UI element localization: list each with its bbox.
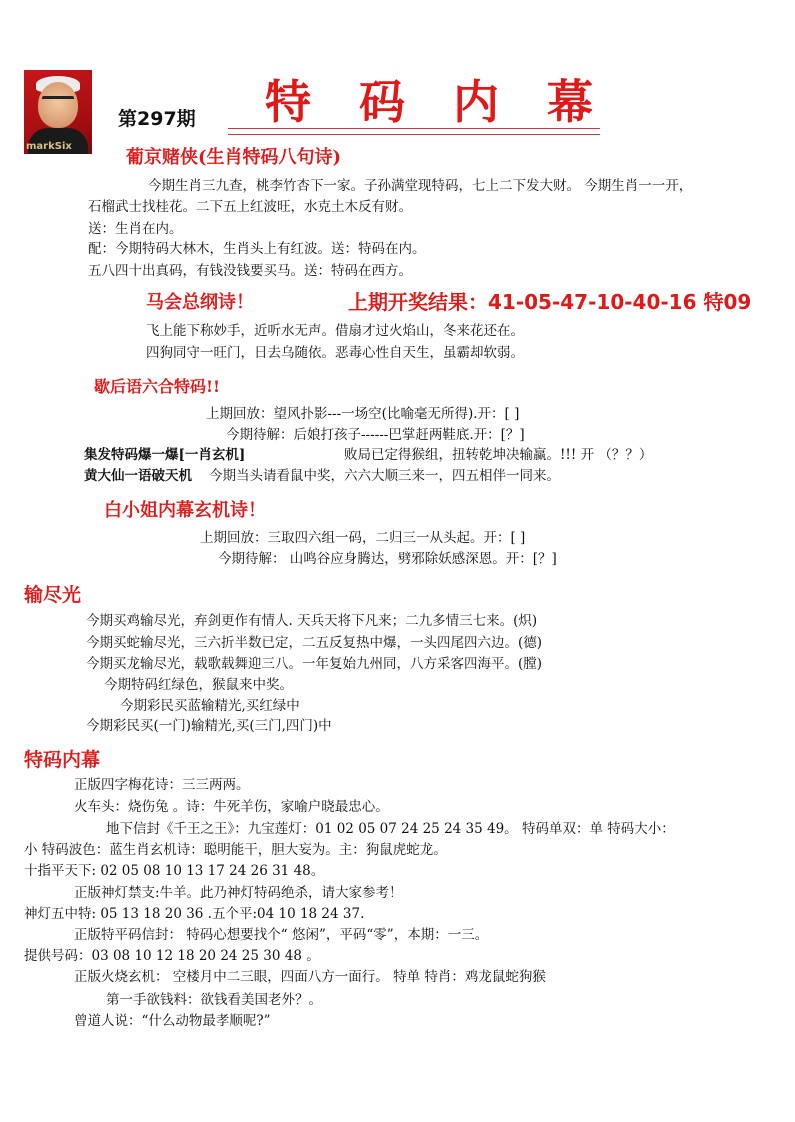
text-line: 提供号码：03 08 10 12 18 20 24 25 30 48 。: [24, 948, 320, 964]
huang-label: 黄大仙一语破天机: [84, 468, 192, 484]
issue-number: 第297期: [118, 108, 196, 130]
text-line: 火车头：烧伤兔 。诗：牛死羊伤，家喻户晓最忠心。: [74, 799, 389, 815]
last-draw-result: 上期开奖结果：41-05-47-10-40-16 特09: [348, 290, 752, 314]
text-line: 送：生肖在内。: [88, 221, 183, 237]
text-line: 今期生肖三九查，桃李竹杏下一家。子孙满堂现特码，七上二下发大财。 今期生肖一一开，: [148, 178, 693, 194]
section-heading-temaneimu: 特码内幕: [24, 749, 101, 771]
jifa-text: 败局已定得猴组，扭转乾坤决输赢。!!! 开 （？？）: [344, 447, 653, 463]
section-heading-baixiaojie: 白小姐内幕玄机诗！: [104, 500, 266, 521]
text-line: 今期彩民买(一门)输精光,买(三门,四门)中: [86, 718, 332, 734]
text-line: 神灯五中特: 05 13 18 20 36 .五个平:04 10 18 24 37.: [24, 906, 365, 922]
section-heading-pujing: 葡京赌侠(生肖特码八句诗): [126, 147, 342, 168]
text-line: 正版四字梅花诗：三三两两。: [74, 777, 250, 793]
text-line: 今期买鸡输尽光，弃剑更作有情人. 天兵天将下凡来；二九多情三七来。(炽): [86, 613, 538, 629]
last-review: 上期回放：望风扑影---一场空(比喻毫无所得).开：[ ]: [206, 406, 520, 422]
text-line: 正版神灯禁支:牛羊。此乃神灯特码绝杀，请大家参考！: [74, 885, 403, 901]
text-line: 正版火烧玄机： 空楼月中二三眼，四面八方一面行。 特单 特肖：鸡龙鼠蛇狗猴: [74, 969, 546, 985]
text-line: 石榴武士找桂花。二下五上红波旺，水克土木反有财。: [88, 199, 412, 215]
title-underline: [228, 134, 600, 135]
current-riddle: 今期待解： 山鸣谷应身腾达，劈邪除妖感深恩。开：[？]: [218, 551, 557, 567]
text-line: 正版特平码信封： 特码心想要找个“ 悠闲”，平码“零”，本期：一三。: [74, 927, 489, 943]
section-heading-xiehouyu: 歇后语六合特码!!: [94, 377, 221, 396]
avatar-glasses: [42, 96, 74, 107]
jifa-label: 集发特码爆一爆[一肖玄机]: [84, 447, 246, 463]
text-line: 小 特码波色：蓝生肖玄机诗：聪明能干，胆大妄为。主：狗鼠虎蛇龙。: [24, 842, 447, 858]
text-line: 今期彩民买蓝输精光,买红绿中: [120, 698, 300, 714]
section-heading-shujinguang: 输尽光: [24, 584, 82, 606]
last-review: 上期回放：三取四六组一码，二归三一从头起。开：[ ]: [200, 530, 526, 546]
text-line: 飞上能下称妙手，近听水无声。借扇才过火焰山，冬来花还在。: [146, 323, 524, 339]
text-line: 今期特码红绿色，猴鼠来中奖。: [104, 677, 293, 693]
text-line: 第一手欲钱料：欲钱看美国老外？。: [106, 992, 322, 1008]
text-line: 今期买龙输尽光，载歌载舞迎三八。一年复始九州同，八方采客四海平。(膛): [86, 656, 543, 672]
text-line: 今期买蛇输尽光，三六折半数已定，二五反复热中爆，一头四尾四六边。(德): [86, 635, 543, 651]
page-title: 特码内幕: [265, 75, 641, 129]
avatar-watermark: markSix: [26, 141, 72, 152]
title-underline: [228, 128, 600, 129]
huang-text: 今期当头请看鼠中奖，六六大顺三来一，四五相伴一同来。: [209, 468, 560, 484]
text-line: 五八四十出真码，有钱没钱要买马。送：特码在西方。: [88, 263, 412, 279]
text-line: 四狗同守一旺门，日去乌随依。恶毒心性自天生，虽霸却软弱。: [146, 345, 524, 361]
text-line: 十指平天下: 02 05 08 10 13 17 24 26 31 48。: [24, 863, 325, 879]
section-heading-mahui: 马会总纲诗！: [146, 292, 254, 313]
text-line: 地下信封《千王之王》：九宝莲灯：01 02 05 07 24 25 24 35 49。 特码单双：单 特码大小：: [106, 821, 675, 837]
current-riddle: 今期待解：后娘打孩子------巴掌赶两鞋底.开：[？]: [226, 427, 525, 443]
text-line: 配：今期特码大林木，生肖头上有红波。送：特码在内。: [88, 241, 426, 257]
avatar: [24, 70, 92, 154]
text-line: 曾道人说：“什么动物最孝顺呢?”: [74, 1013, 271, 1029]
